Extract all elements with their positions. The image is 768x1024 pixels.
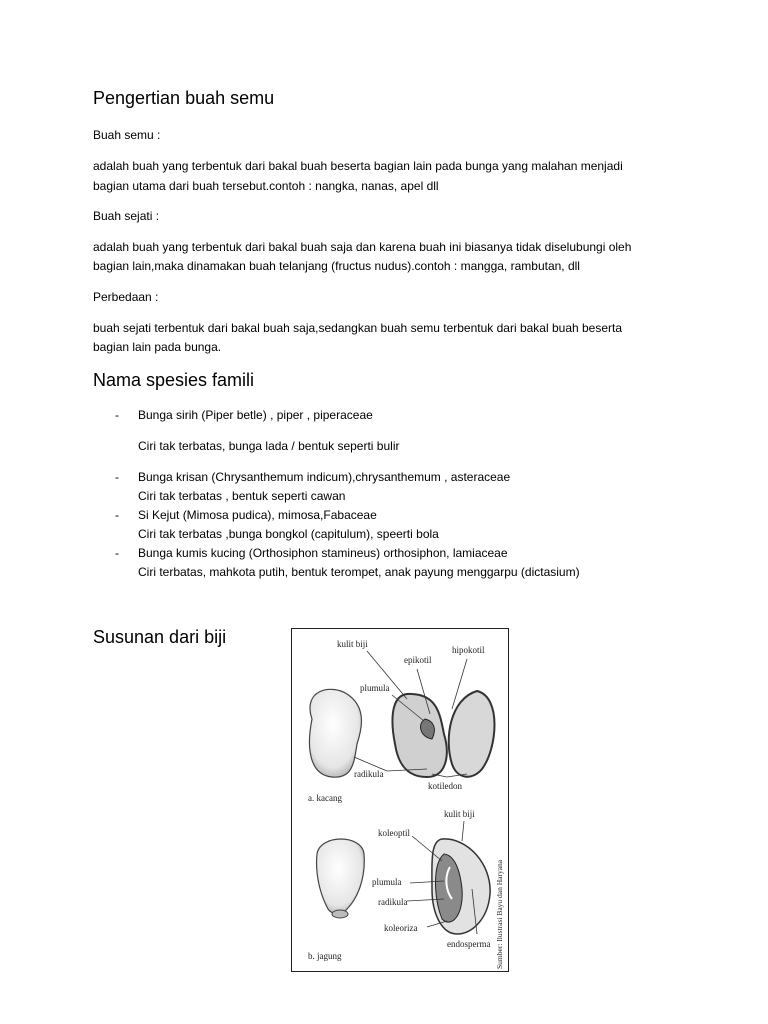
heading-pengertian-buah-semu: Pengertian buah semu [93,88,275,108]
label-koleoptil: koleoptil [378,828,410,838]
label-epikotil: epikotil [404,655,432,665]
list-item-4-line1: Bunga kumis kucing (Orthosiphon stamineus) orthosiphon, lamiaceae [138,546,508,560]
list-bullet: - [115,470,119,484]
corn-kernel-tip [332,910,348,918]
corn-kernel-whole [317,839,365,914]
bean-whole-shape [309,689,361,777]
label-buah-semu: Buah semu : [93,128,161,142]
label-plumula-b: plumula [372,877,402,887]
list-bullet: - [115,408,119,422]
bean-cotyledon-right [449,691,495,777]
list-bullet: - [115,546,119,560]
list-item-2-line2: Ciri tak terbatas , bentuk seperti cawan [138,489,346,503]
label-plumula-a: plumula [360,683,390,693]
paragraph-perbedaan-line2: bagian lain pada bunga. [93,340,222,354]
heading-nama-spesies-famili: Nama spesies famili [93,370,255,390]
label-radikula-b: radikula [378,897,408,907]
label-radikula-a: radikula [354,769,384,779]
paragraph-buah-semu-line1: adalah buah yang terbentuk dari bakal buah beserta bagian lain pada bunga yang malahan menjadi [93,159,623,173]
label-buah-sejati: Buah sejati : [93,209,160,223]
list-item-1-line2: Ciri tak terbatas, bunga lada / bentuk seperti bulir [138,439,400,453]
paragraph-buah-sejati-line1: adalah buah yang terbentuk dari bakal buah saja dan karena buah ini biasanya tidak diselubungi oleh [93,240,632,254]
label-hipokotil: hipokotil [452,645,485,655]
paragraph-perbedaan-line1: buah sejati terbentuk dari bakal buah saja,sedangkan buah semu terbentuk dari bakal buah beserta [93,321,623,335]
label-kotiledon: kotiledon [428,781,462,791]
label-perbedaan: Perbedaan : [93,290,159,304]
seed-structure-figure [291,628,509,972]
figure-source: Sumber: Ilustrasi Bayu dan Haryana [495,859,504,969]
label-kulit-biji-a: kulit biji [337,639,368,649]
list-bullet: - [115,508,119,522]
label-koleoriza: koleoriza [384,923,418,933]
label-kulit-biji-b: kulit biji [444,809,475,819]
list-item-3-line2: Ciri tak terbatas ,bunga bongkol (capitulum), speerti bola [138,527,439,541]
caption-jagung: b. jagung [308,951,342,961]
paragraph-buah-sejati-line2: bagian lain,maka dinamakan buah telanjang (fructus nudus).contoh : mangga, rambutan, dll [93,259,580,273]
list-item-3-line1: Si Kejut (Mimosa pudica), mimosa,Fabaceae [138,508,377,522]
list-item-1-line1: Bunga sirih (Piper betle) , piper , piperaceae [138,408,373,422]
bean-cotyledon-left [392,694,446,777]
heading-susunan-dari-biji: Susunan dari biji [93,627,227,647]
list-item-2-line1: Bunga krisan (Chrysanthemum indicum),chrysanthemum , asteraceae [138,470,511,484]
seed-diagram [292,629,508,971]
label-endosperma: endosperma [447,939,491,949]
caption-kacang: a. kacang [308,793,342,803]
paragraph-buah-semu-line2: bagian utama dari buah tersebut.contoh : nangka, nanas, apel dll [93,179,439,193]
list-item-4-line2: Ciri terbatas, mahkota putih, bentuk terompet, anak payung menggarpu (dictasium) [138,565,580,579]
